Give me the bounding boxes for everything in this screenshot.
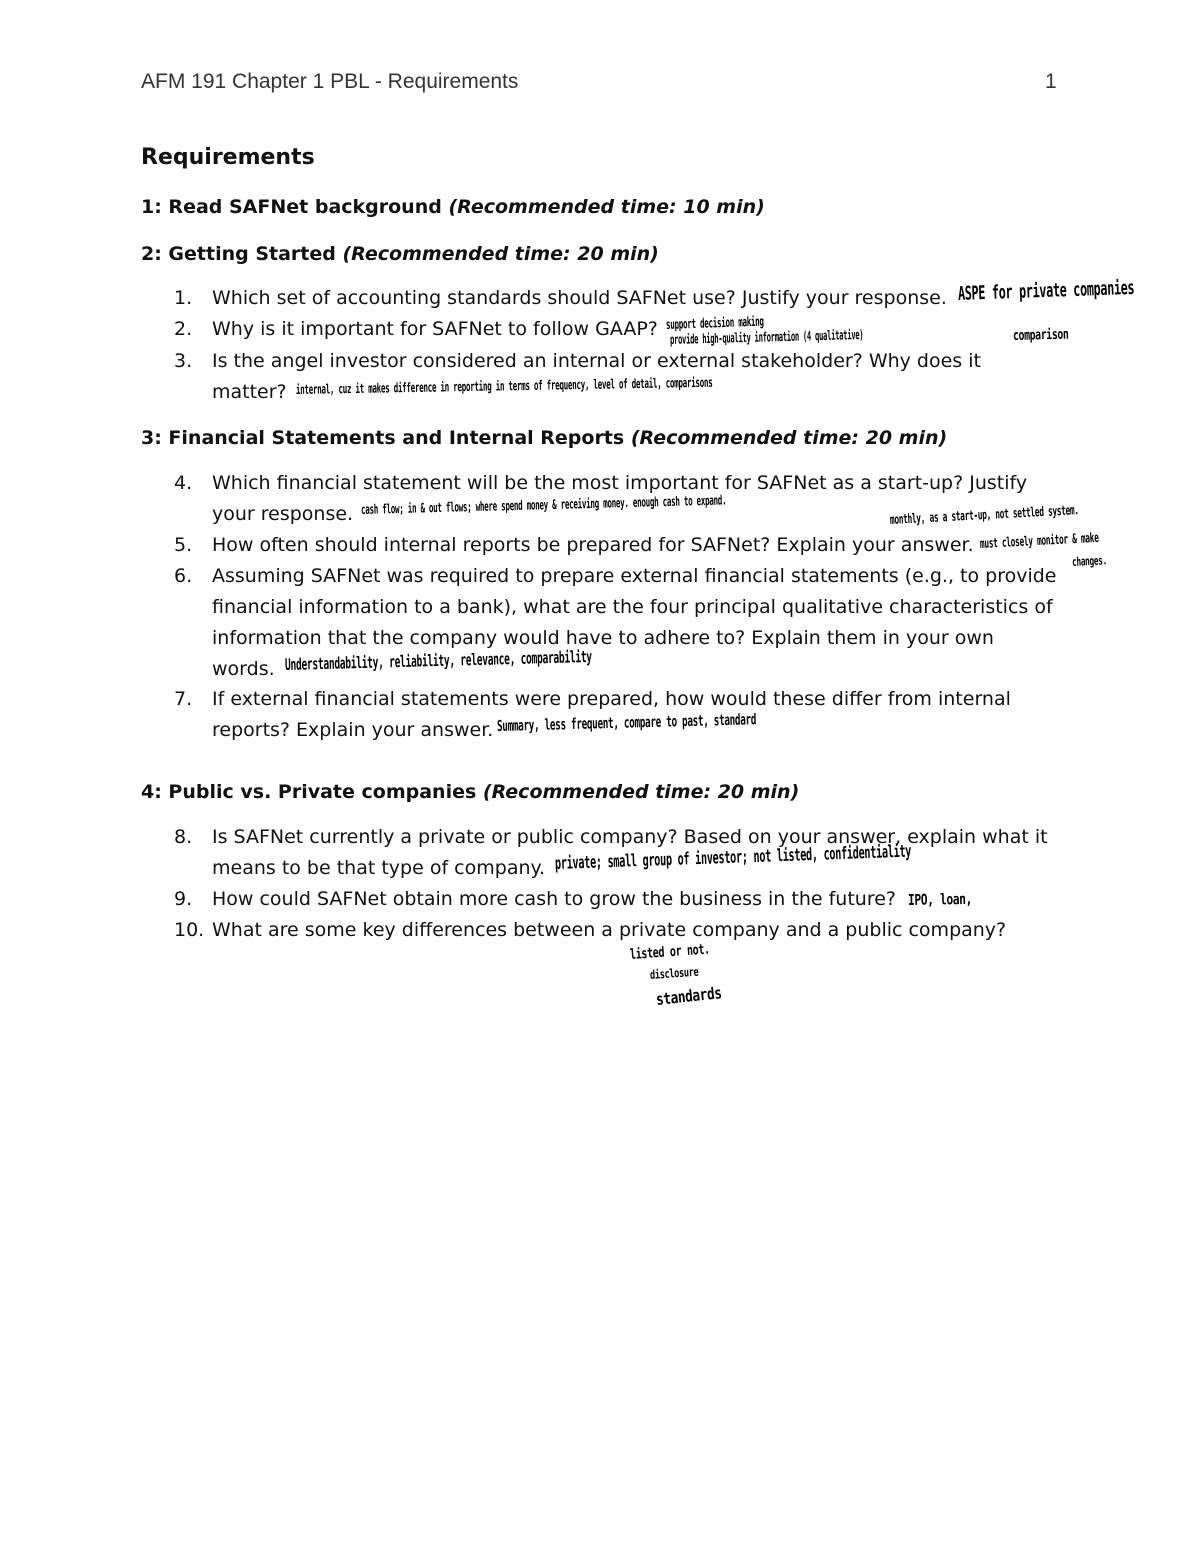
handwritten-note-q3: internal, cuz it makes difference in reporting in terms of frequency, level of detail, comparisons xyxy=(295,375,713,398)
question-8-line-1: Is SAFNet currently a private or public company? Based on your answer, explain what it xyxy=(212,826,1048,848)
handwritten-note-q7: Summary, less frequent, compare to past, standard xyxy=(496,710,757,735)
question-6-line-4: words. xyxy=(212,658,275,680)
question-6-line-1: Assuming SAFNet was required to prepare external financial statements (e.g., to provide xyxy=(212,565,1057,587)
handwritten-note-q2-a: support decision making xyxy=(665,314,764,333)
question-number: 5. xyxy=(174,534,193,556)
question-4-line-1: Which financial statement will be the most important for SAFNet as a start-up? Justify xyxy=(212,472,1028,494)
handwritten-note-q10-c: standards xyxy=(655,983,723,1009)
question-7-line-1: If external financial statements were prepared, how would these differ from internal xyxy=(212,688,1011,710)
handwritten-note-q5-b: must closely monitor & make xyxy=(979,530,1099,552)
handwritten-note-q10-b: disclosure xyxy=(649,964,699,982)
handwritten-note-q1: ASPE for private companies xyxy=(957,276,1135,305)
handwritten-note-q2-c: comparison xyxy=(1012,326,1069,344)
question-2-text: Why is it important for SAFNet to follow GAAP? xyxy=(212,318,658,340)
question-3-line-1: Is the angel investor considered an internal or external stakeholder? Why does it xyxy=(212,350,981,372)
question-1-text: Which set of accounting standards should SAFNet use? Justify your response. xyxy=(212,287,947,309)
handwritten-note-q4: cash flow; in & out flows; where spend money & receiving money. enough cash to expand. xyxy=(360,493,727,518)
section-title: 1: Read SAFNet background xyxy=(141,196,442,218)
recommended-time: (Recommended time: 20 min) xyxy=(342,243,659,265)
recommended-time: (Recommended time: 20 min) xyxy=(630,427,948,449)
section-title: 4: Public vs. Private companies xyxy=(141,781,477,803)
question-number: 10. xyxy=(174,919,205,941)
question-3-line-2: matter? xyxy=(212,381,287,403)
section-1-title xyxy=(141,196,765,218)
handwritten-note-q9: IPO, loan, xyxy=(907,889,973,909)
handwritten-note-q5-a: monthly, as a start-up, not settled system. xyxy=(889,503,1080,528)
page-heading: Requirements xyxy=(141,145,315,170)
question-10-text: What are some key differences between a private company and a public company? xyxy=(212,919,1007,941)
section-title: 3: Financial Statements and Internal Reports xyxy=(141,427,625,449)
question-number: 8. xyxy=(174,826,193,848)
handwritten-note-q10-a: listed or not. xyxy=(629,941,711,963)
question-5-text: How often should internal reports be prepared for SAFNet? Explain your answer. xyxy=(212,534,974,556)
handwritten-note-q6: Understandability, reliability, relevance, comparability xyxy=(284,646,593,674)
section-title: 2: Getting Started xyxy=(141,243,336,265)
page-number: 1 xyxy=(1045,70,1057,93)
question-number: 7. xyxy=(174,688,193,710)
question-number: 2. xyxy=(174,318,193,340)
question-8-line-2: means to be that type of company. xyxy=(212,857,546,879)
recommended-time: (Recommended time: 10 min) xyxy=(448,196,765,218)
question-4-line-2: your response. xyxy=(212,503,354,525)
question-7-line-2: reports? Explain your answer. xyxy=(212,719,494,741)
question-number: 6. xyxy=(174,565,193,587)
question-number: 4. xyxy=(174,472,193,494)
question-6-line-3: information that the company would have to adhere to? Explain them in your own xyxy=(212,627,994,649)
handwritten-note-q2-b: provide high-quality information (4 qualitative) xyxy=(669,327,864,348)
question-6-line-2: financial information to a bank), what are the four principal qualitative characteristics of xyxy=(212,596,1053,618)
handwritten-note-q8: private; small group of investor; not listed, confidentiality xyxy=(554,841,912,874)
question-number: 1. xyxy=(174,287,193,309)
question-number: 3. xyxy=(174,350,193,372)
header-title: AFM 191 Chapter 1 PBL - Requirements xyxy=(141,70,519,93)
question-9-text: How could SAFNet obtain more cash to grow the business in the future? xyxy=(212,888,896,910)
section-2-title xyxy=(141,243,659,265)
section-4-title xyxy=(141,781,799,803)
question-number: 9. xyxy=(174,888,193,910)
recommended-time: (Recommended time: 20 min) xyxy=(482,781,800,803)
section-3-title xyxy=(141,427,947,449)
handwritten-note-q5-c: changes. xyxy=(1071,553,1108,569)
